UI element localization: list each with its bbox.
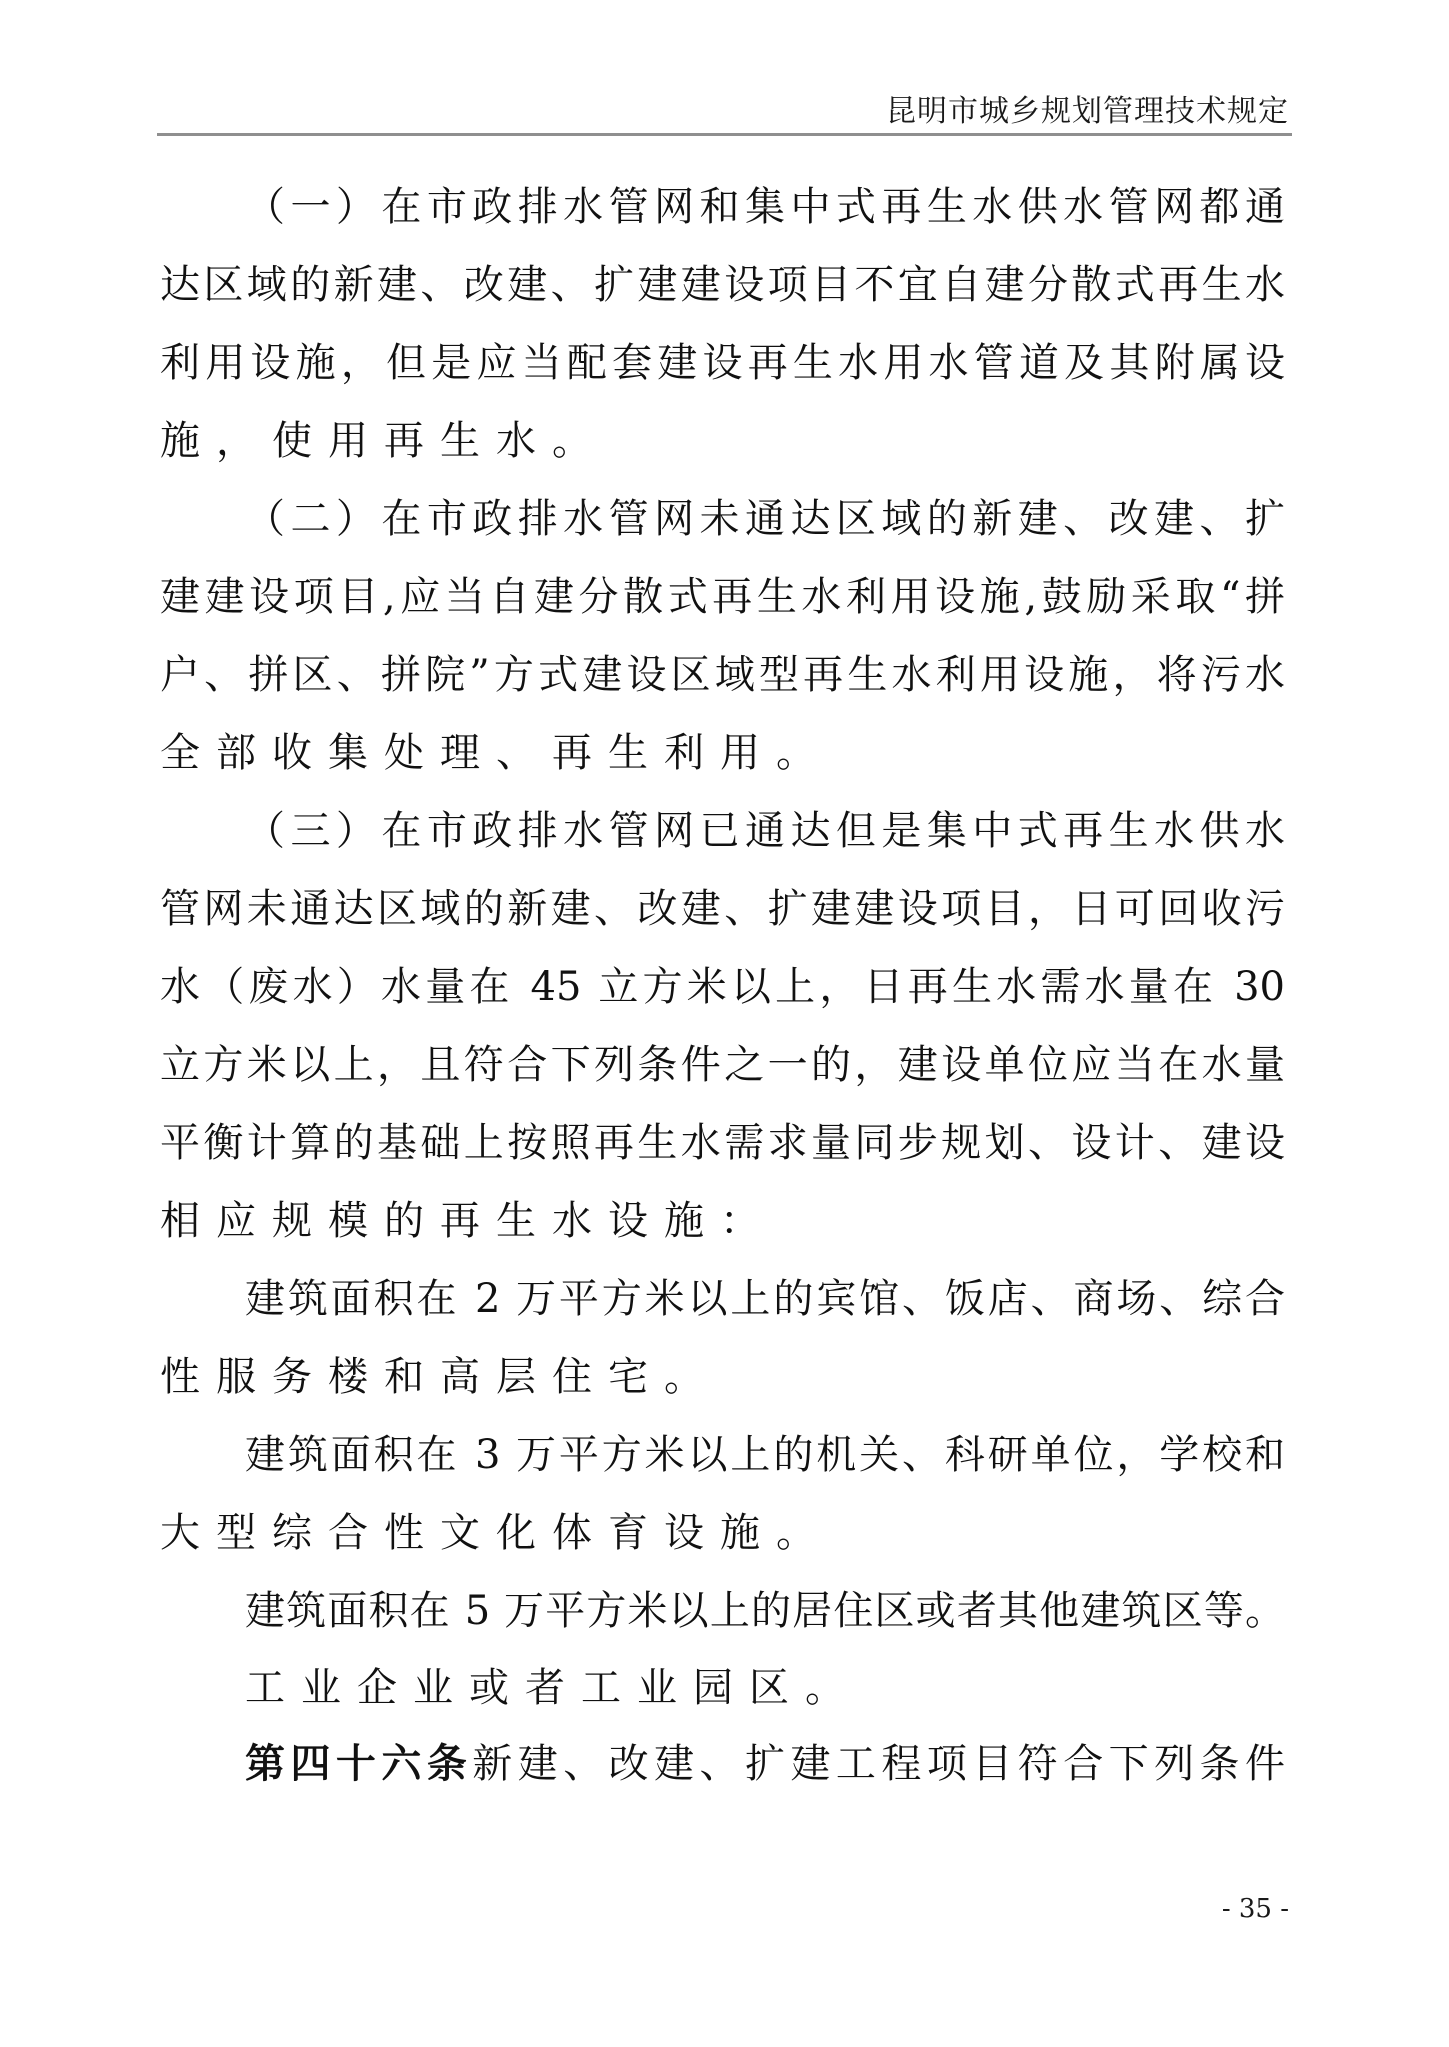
text-line: 大型综合性文化体育设施。 — [160, 1510, 832, 1556]
text-line: 建筑面积在 2 万平方米以上的宾馆、饭店、商场、综合 — [245, 1276, 1285, 1322]
text-line: 管网未通达区域的新建、改建、扩建建设项目，日可回收污 — [160, 886, 1285, 932]
header-rule — [157, 133, 1292, 136]
text-line: （一）在市政排水管网和集中式再生水供水管网都通 — [245, 184, 1285, 230]
running-header: 昆明市城乡规划管理技术规定 — [886, 94, 1289, 129]
text-line: 户、拼区、拼院”方式建设区域型再生水利用设施，将污水 — [160, 652, 1285, 698]
text-line: 建筑面积在 5 万平方米以上的居住区或者其他建筑区等。 — [245, 1588, 1285, 1634]
text-line: 全部收集处理、再生利用。 — [160, 730, 832, 776]
text-line: 建筑面积在 3 万平方米以上的机关、科研单位，学校和 — [245, 1432, 1285, 1478]
text-line: 建建设项目,应当自建分散式再生水利用设施,鼓励采取“拼 — [160, 574, 1285, 620]
article-heading-line — [245, 1725, 1285, 1803]
text-line: 性服务楼和高层住宅。 — [160, 1354, 720, 1400]
text-line: （三）在市政排水管网已通达但是集中式再生水供水 — [245, 808, 1285, 854]
text-line: 相应规模的再生水设施： — [160, 1198, 776, 1244]
text-line: 立方米以上，且符合下列条件之一的，建设单位应当在水量 — [160, 1042, 1285, 1088]
text-line: 平衡计算的基础上按照再生水需求量同步规划、设计、建设 — [160, 1120, 1285, 1166]
text-line: 水（废水）水量在 45 立方米以上，日再生水需水量在 30 — [160, 964, 1285, 1010]
text-line: 工业企业或者工业园区。 — [245, 1665, 861, 1711]
article-number: 第四十六条 — [245, 1741, 473, 1787]
page-number: - 35 - — [1221, 1894, 1289, 1924]
text-line: 利用设施，但是应当配套建设再生水用水管道及其附属设 — [160, 340, 1285, 386]
text-line: 达区域的新建、改建、扩建建设项目不宜自建分散式再生水 — [160, 262, 1285, 308]
text-line: 施，使用再生水。 — [160, 418, 608, 464]
article-text: 新建、改建、扩建工程项目符合下列条件 — [472, 1741, 1286, 1787]
text-line: （二）在市政排水管网未通达区域的新建、改建、扩 — [245, 496, 1285, 542]
